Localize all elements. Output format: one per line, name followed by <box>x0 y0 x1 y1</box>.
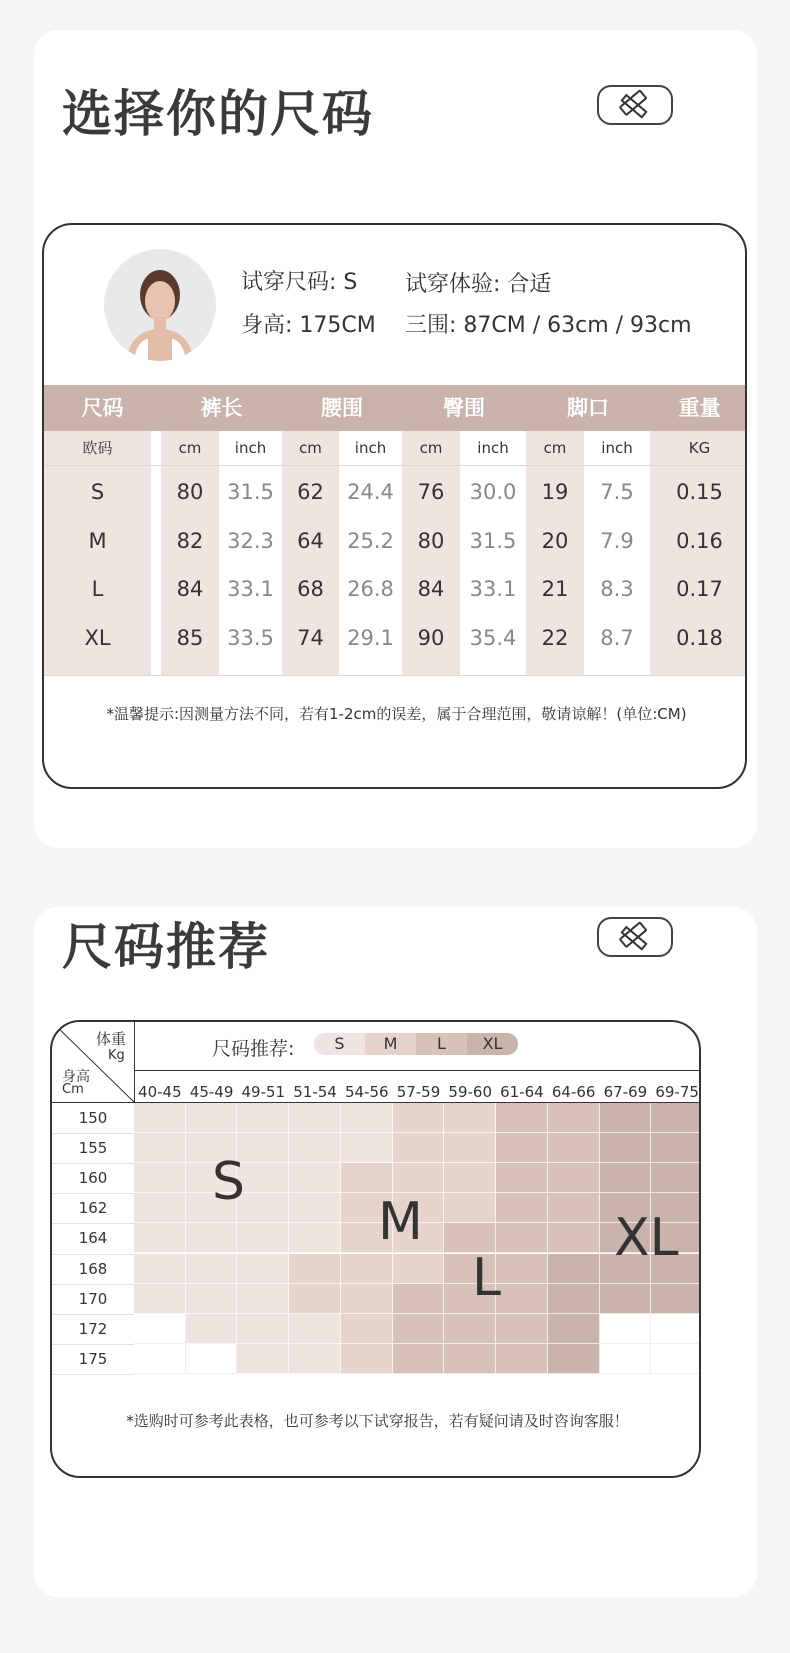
height-value: 175 <box>78 1349 108 1368</box>
model-height: 身高: 175CM <box>241 313 376 338</box>
table-cell: 74 <box>297 625 324 650</box>
grid-cell <box>289 1193 341 1223</box>
grid-cell <box>651 1133 701 1163</box>
size-cell: L <box>91 577 104 601</box>
grid-cell <box>548 1223 600 1253</box>
height-value: 172 <box>78 1319 108 1338</box>
table-cell: 0.15 <box>676 480 723 504</box>
grid-cell <box>600 1314 652 1344</box>
table-cell: 33.5 <box>227 625 274 650</box>
grid-cell <box>548 1163 600 1193</box>
grid-cell <box>341 1254 393 1284</box>
grid-cell <box>393 1254 445 1284</box>
zone-label-m: M <box>378 1192 423 1252</box>
subheader: inch <box>234 439 267 457</box>
size-table-frame <box>42 223 747 789</box>
tried-size: 试穿尺码: S <box>241 270 358 295</box>
grid-cell <box>186 1254 238 1284</box>
grid-cell <box>496 1163 548 1193</box>
ruler-pencil-icon <box>597 917 673 957</box>
grid-cell <box>548 1344 600 1374</box>
table-cell: 84 <box>176 577 204 601</box>
grid-cell <box>496 1103 548 1133</box>
size-cell: S <box>90 480 105 504</box>
subheader: inch <box>601 439 633 457</box>
grid-cell <box>134 1344 186 1374</box>
size-cell: XL <box>84 625 111 650</box>
grid-cell <box>548 1254 600 1284</box>
table-cell: 80 <box>176 480 204 504</box>
height-value: 155 <box>78 1139 108 1158</box>
table-cell: 0.17 <box>676 577 723 601</box>
grid-cell <box>341 1314 393 1344</box>
grid-cell <box>341 1163 393 1193</box>
grid-cell <box>444 1163 496 1193</box>
legend-pill: L <box>416 1033 467 1055</box>
grid-cell <box>289 1223 341 1253</box>
weight-range: 54-56 <box>344 1083 389 1101</box>
legend-pill: S <box>314 1033 365 1055</box>
grid-cell <box>496 1284 548 1314</box>
grid-cell <box>496 1193 548 1223</box>
table-cell: 32.3 <box>227 528 274 553</box>
grid-cell <box>600 1344 652 1374</box>
weight-range: 45-49 <box>189 1083 234 1101</box>
grid-cell <box>186 1284 238 1314</box>
section-title: 选择你的尺码 <box>62 85 374 143</box>
grid-cell <box>186 1223 238 1253</box>
height-value: 168 <box>78 1259 108 1278</box>
weight-range: 59-60 <box>448 1083 493 1101</box>
grid-cell <box>651 1103 701 1133</box>
ruler-pencil-icon <box>597 85 673 125</box>
height-value: 160 <box>78 1169 108 1188</box>
table-cell: 82 <box>176 528 204 553</box>
grid-cell <box>444 1314 496 1344</box>
header-waist: 腰围 <box>321 396 363 420</box>
legend-label: 尺码推荐: <box>212 1038 295 1060</box>
grid-cell <box>600 1133 652 1163</box>
grid-cell <box>186 1344 238 1374</box>
table-cell: 21 <box>541 577 569 601</box>
grid-cell <box>341 1344 393 1374</box>
grid-cell <box>548 1103 600 1133</box>
weight-range: 61-64 <box>500 1083 544 1101</box>
grid-cell <box>496 1223 548 1253</box>
grid-cell <box>134 1314 186 1344</box>
zone-label-s: S <box>212 1152 246 1212</box>
grid-cell <box>237 1254 289 1284</box>
header-length: 裤长 <box>200 396 243 420</box>
grid-cell <box>289 1103 341 1133</box>
table-cell: 7.9 <box>600 528 634 553</box>
weight-range: 57-59 <box>396 1083 441 1101</box>
header-hip: 臀围 <box>443 396 485 420</box>
subheader-eu: 欧码 <box>82 439 113 457</box>
grid-cell <box>237 1314 289 1344</box>
tried-experience: 试穿体验: 合适 <box>405 272 552 297</box>
grid-cell <box>134 1284 186 1314</box>
grid-cell <box>444 1133 496 1163</box>
grid-cell <box>600 1103 652 1133</box>
table-cell: 90 <box>417 625 445 650</box>
grid-cell <box>134 1103 186 1133</box>
subheader: cm <box>543 439 567 457</box>
grid-cell <box>237 1163 289 1193</box>
table-cell: 62 <box>297 480 324 504</box>
grid-cell <box>393 1103 445 1133</box>
grid-cell <box>237 1103 289 1133</box>
height-value: 170 <box>78 1289 108 1308</box>
grid-cell <box>548 1314 600 1344</box>
section-title: 尺码推荐 <box>62 918 270 976</box>
height-label: 身高 <box>62 1069 90 1085</box>
grid-cell <box>134 1133 186 1163</box>
weight-range: 51-54 <box>293 1083 337 1101</box>
table-cell: 0.18 <box>676 625 723 650</box>
table-cell: 24.4 <box>347 480 394 504</box>
subheader: KG <box>688 439 711 457</box>
grid-cell <box>393 1133 445 1163</box>
table-cell: 33.1 <box>227 577 274 601</box>
recommend-card <box>34 907 757 1597</box>
grid-cell <box>444 1344 496 1374</box>
grid-cell <box>186 1314 238 1344</box>
subheader: cm <box>299 439 322 457</box>
grid-cell <box>341 1103 393 1133</box>
recommend-note: *选购时可参考此表格，也可参考以下试穿报告，若有疑问请及时咨询客服！ <box>126 1412 629 1430</box>
weight-range: 69-75 <box>655 1083 699 1101</box>
grid-cell <box>651 1163 701 1193</box>
grid-cell <box>651 1314 701 1344</box>
table-cell: 25.2 <box>347 528 394 553</box>
subheader: inch <box>354 439 387 457</box>
weight-unit: Kg <box>108 1048 125 1063</box>
grid-cell <box>237 1133 289 1163</box>
table-cell: 35.4 <box>469 625 517 650</box>
grid-cell <box>444 1193 496 1223</box>
weight-label: 体重 <box>96 1030 127 1048</box>
table-cell: 76 <box>417 480 445 504</box>
table-cell: 31.5 <box>227 480 274 504</box>
grid-cell <box>237 1284 289 1314</box>
weight-range: 64-66 <box>551 1083 596 1101</box>
grid-cell <box>496 1344 548 1374</box>
grid-cell <box>186 1103 238 1133</box>
grid-cell <box>134 1163 186 1193</box>
grid-cell <box>289 1344 341 1374</box>
grid-cell <box>496 1133 548 1163</box>
subheader: cm <box>419 439 443 457</box>
grid-cell <box>651 1344 701 1374</box>
grid-cell <box>237 1344 289 1374</box>
grid-cell <box>289 1314 341 1344</box>
grid-cell <box>341 1133 393 1163</box>
header-hem: 脚口 <box>567 396 609 420</box>
grid-cell <box>496 1254 548 1284</box>
grid-cell <box>341 1284 393 1314</box>
grid-cell <box>600 1163 652 1193</box>
grid-cell <box>444 1103 496 1133</box>
grid-cell <box>393 1314 445 1344</box>
grid-cell <box>548 1193 600 1223</box>
grid-cell <box>134 1193 186 1223</box>
table-cell: 8.3 <box>600 577 634 601</box>
table-cell: 29.1 <box>347 625 394 650</box>
grid-cell <box>651 1284 701 1314</box>
size-note: *温馨提示:因测量方法不同，若有1-2cm的误差，属于合理范围，敬请谅解！(单位:CM) <box>106 705 687 723</box>
height-value: 150 <box>78 1109 108 1127</box>
table-cell: 8.7 <box>600 625 634 650</box>
weight-range: 67-69 <box>603 1083 648 1101</box>
table-cell: 26.8 <box>347 577 394 601</box>
grid-cell <box>289 1133 341 1163</box>
legend-pill: XL <box>467 1033 518 1055</box>
table-cell: 20 <box>541 528 569 553</box>
grid-cell <box>237 1193 289 1223</box>
grid-cell <box>548 1133 600 1163</box>
legend-pill: M <box>365 1033 416 1055</box>
grid-cell <box>496 1314 548 1344</box>
table-cell: 80 <box>417 528 445 553</box>
zone-label-xl: XL <box>614 1208 679 1268</box>
height-unit: Cm <box>62 1082 84 1097</box>
grid-cell <box>134 1223 186 1253</box>
grid-cell <box>393 1163 445 1193</box>
table-cell: 22 <box>541 625 569 650</box>
size-cell: M <box>88 528 107 553</box>
height-value: 162 <box>78 1199 108 1218</box>
table-cell: 84 <box>417 577 445 601</box>
grid-cell <box>289 1254 341 1284</box>
table-cell: 85 <box>176 625 204 650</box>
grid-cell <box>600 1284 652 1314</box>
model-measurements: 三围: 87CM / 63cm / 93cm <box>405 313 692 338</box>
weight-range: 40-45 <box>138 1083 182 1101</box>
size-chart-card <box>34 30 757 848</box>
header-weight: 重量 <box>678 396 721 420</box>
table-cell: 19 <box>541 480 569 504</box>
grid-cell <box>393 1284 445 1314</box>
subheader: cm <box>178 439 202 457</box>
grid-cell <box>237 1223 289 1253</box>
weight-range: 49-51 <box>241 1083 286 1101</box>
table-cell: 31.5 <box>469 528 517 553</box>
zone-label-l: L <box>472 1248 501 1308</box>
grid-cell <box>289 1163 341 1193</box>
height-value: 164 <box>78 1229 108 1248</box>
grid-cell <box>134 1254 186 1284</box>
table-cell: 64 <box>297 528 324 553</box>
grid-cell <box>393 1344 445 1374</box>
table-cell: 30.0 <box>469 480 517 504</box>
model-avatar <box>104 249 216 361</box>
recommend-table-frame <box>50 1020 701 1478</box>
table-cell: 7.5 <box>600 480 634 504</box>
grid-cell <box>548 1284 600 1314</box>
table-cell: 0.16 <box>676 528 723 553</box>
header-size: 尺码 <box>81 396 124 420</box>
subheader: inch <box>477 439 509 457</box>
table-cell: 33.1 <box>469 577 517 601</box>
grid-cell <box>289 1284 341 1314</box>
table-cell: 68 <box>297 577 324 601</box>
